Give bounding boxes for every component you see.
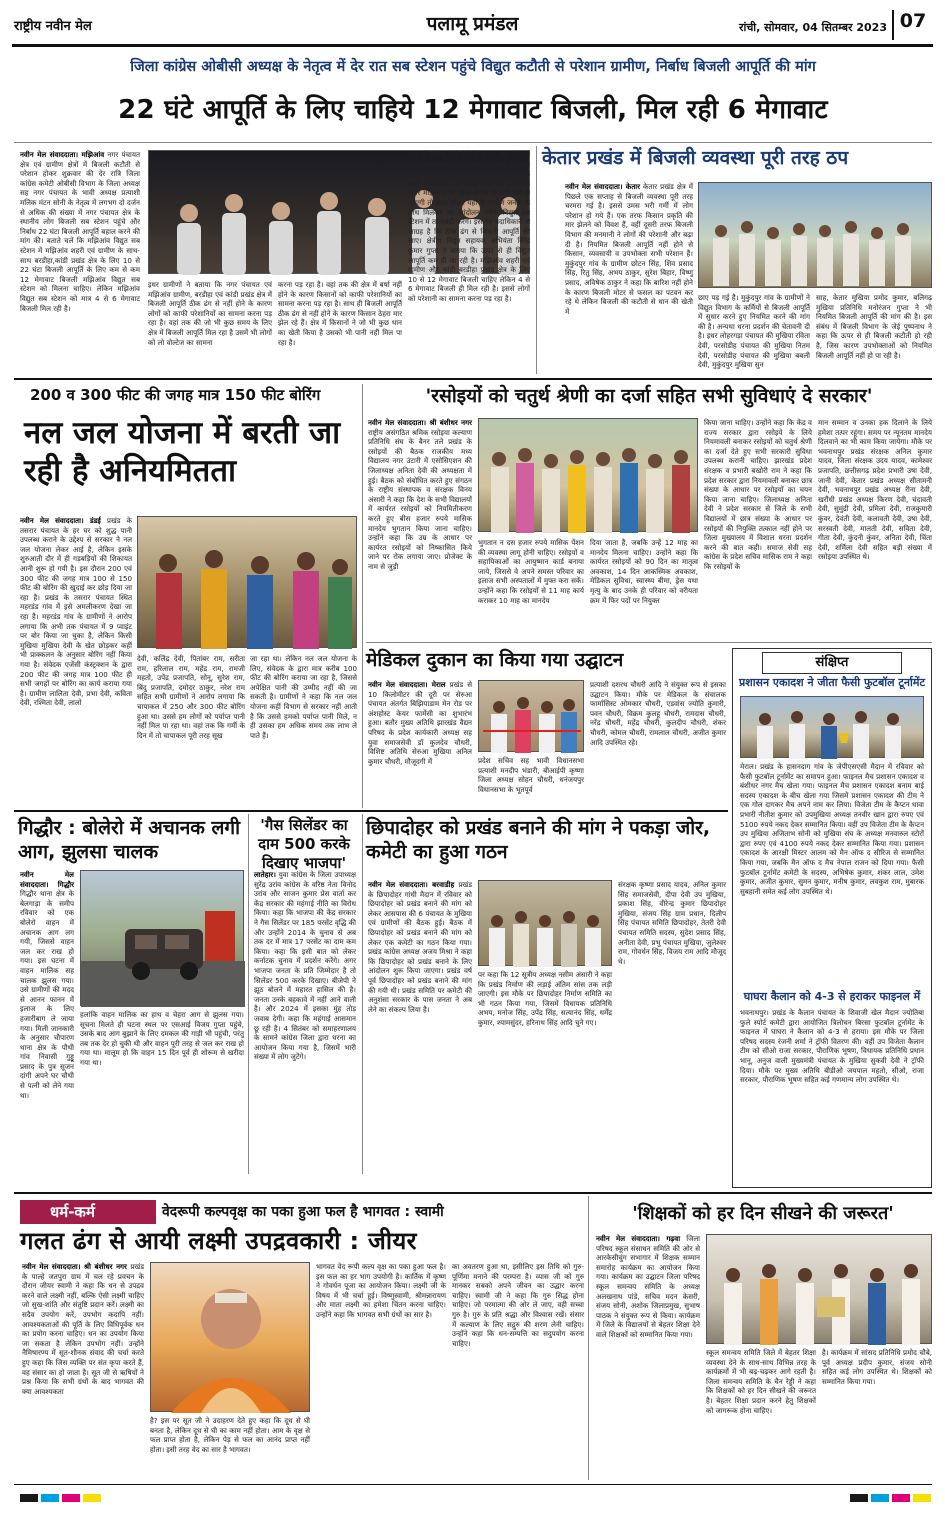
lead-text-1: नगर पंचायत क्षेत्र एवं ग्रामीण क्षेत्रों में बिजली कटौती से परेशान होकर शुक्रवार की देर रात्रि जिला कांग्रेस कमेटी ओबीसी विभाग के जिला अध्यक्ष सह नगर पंचायत के भावी अध्यक्ष प्रत्याशी मलिक मंटन सोनी के नेतृत्व में लगभग दो दर्जन से अधिक की संख्या में नगर पंचायत क्षेत्र के स्थानीय लोग बिजली सब स्टेशन पहुंचे और निर्बाध 22 घंटा बिजली आपूर्ति बहाल करने की मांग की। बताते चलें कि मझिआंव विद्युत सब स्टेशन में मझिआंव शहरी एवं ग्रामीण के साथ-साथ बरडीहा,कांडी प्रखंड क्षेत्र के लिए 10 से 22 घंटा बिजली आपूर्ति के लिए कम से कम 12 मेगावाट बिजली मझिआंव विद्युत सब स्टेशन को मिलना चाहिए। लेकिन मझिआंव विद्युत सब स्टेशन को मात्र 4 से 6 मेगावाट बिजली मिल रही है।: [20, 150, 140, 313]
column-divider: [248, 814, 249, 1174]
naljal-subhead: 200 व 300 फीट की जगह मात्र 150 फीट बोरिंग: [30, 386, 321, 404]
section-rule: [14, 1192, 932, 1194]
section-rule: [14, 378, 932, 380]
dharma-kicker: वेदरूपी कल्पवृक्ष का पका हुआ फल है भागवत : स्वामी: [162, 1204, 444, 1220]
naljal-byline: नवीन मेल संवाददाता। डंडई: [20, 516, 101, 525]
swatch-black: [850, 1494, 868, 1502]
ketar-col-1: [565, 182, 693, 370]
naljal-headline: नल जल योजना में बरती जा रही है अनियमितता: [24, 415, 341, 489]
section-rule: [14, 810, 728, 812]
lead-kicker: जिला कांग्रेस ओबीसी अध्यक्ष के नेतृत्व में देर रात सब स्टेशन पहुंचे विद्युत कटौती से परेशान ग्रामीण, निर्बाध बिजली आपूर्ति की मांग: [130, 59, 816, 75]
sankshipt-story1-headline: प्रशासन एकादश ने जीता फैसी फुटबॉल टूर्नामेंट: [738, 676, 926, 689]
award-ceremony-illustration: [707, 1235, 933, 1345]
burnt-vehicle-illustration: [81, 871, 245, 1007]
medical-headline: मेडिकल दुकान का किया गया उद्घाटन: [366, 649, 624, 671]
chhipadohar-text-1: प्रखंड के छिपादोहर गांधी मैदान में रविवार को छिपादोहर को प्रखंड बनाने की मांग को लेकर आसपास की 6 पंचायत के मुखिया एवं ग्रामीणों की बैठक हुई। बैठक में छिपादोहर को प्रखंड बनाने की मांग को लेकर एक कमेटी का गठन किया गया। प्रखंड कांग्रेस अध्यक्ष अजय मिश्रा ने कहा कि छिपादोहर को प्रखंड बनाने के लिए आंदोलन शुरू किया जाएगा। प्रखंड वर्ष पूर्व छिपादोहर को प्रखंड बनाने की मांग की गयी थी। प्रखंड समिति पर कमेटी की अनुशंसा सरकार के पास जनता ने अब लेने का संकल्प लिया है।: [368, 880, 472, 1014]
sankshipt-photo: [740, 696, 924, 758]
swatch-yellow: [83, 1494, 101, 1502]
rasoiya-headline: 'रसोइयों को चतुर्थ श्रेणी का दर्जा सहित सभी सुविधाएं दे सरकार': [425, 385, 873, 407]
medical-photo: [478, 680, 584, 752]
shikshak-col-3: है। कार्यक्रम में सांसद प्रतिनिधि प्रमोद चौबे, पूर्व अध्यक्ष प्रदीप कुमार, संजय सोनी सहित कई लोग उपस्थित थे। शिक्षकों को सम्मानित किया गया।: [822, 1348, 932, 1386]
chhipadohar-headline: छिपादोहर को प्रखंड बनाने की मांग ने पकड़ा जोर, कमेटी का हुआ गठन: [366, 817, 711, 863]
naljal-col-3: जा रहा था। लेकिन नल जल योजना के लिए, संवेदक के द्वारा मात्र करीब 100 फीट की बोरिंग कराया जा रहा है, जिससे अपेक्षित पानी की उम्मीद नहीं की जा सकती है। ग्रामीणों ने कहा कि नल जल योजना कहीं विभाग से सरकार नहीं आती है कि उससे हमको पर्याप्त पानी मिले, न ही उसका हम अधिक समय तक लाभ ले पाते हैं।: [250, 654, 357, 740]
lead-headline: 22 घंटे आपूर्ति के लिए चाहिये 12 मेगावाट बिजली, मिल रही 6 मेगावाट: [118, 95, 828, 125]
shikshak-byline: नवीन मेल संवाददाता। गढ़वा: [596, 1234, 681, 1243]
medical-col-1: [368, 680, 472, 806]
dharma-col-3: भागवत वेद रूपी कल्प वृक्ष का पका हुआ फल है। इस फल का हर भाग उपयोगी है। कार्तिक में कृष्ण ने गोवर्धन पूजा का आयोजन किया। लक्ष्मी जी के विषय में भी चर्चा हुई। विष्णुस्वामी, श्रीमन्नारायण और माता लक्ष्मी का हमेशा चिंतन करना चाहिए। उन्होंने कहा कि भागवत सभी ग्रंथों का सार है।: [316, 1262, 446, 1319]
ketar-text-1: केतार प्रखंड क्षेत्र में पिछले एक सप्ताह से बिजली व्यवस्था पूरी तरह चरमरा गई है। इससे उमस भरी गर्मी में लोग परेशान हो गये हैं। एक तरफ किसान प्रकृति की मार झेलने को विवश हैं, वहीं दूसरी तरफ बिजली विभाग की मनमानी ने लोगों की परेशानी और बढ़ा दी है। नियमित बिजली आपूर्ति नहीं होने से किसान, व्यवसायी व उपभोक्ता सभी परेशान हैं। मुकुंदपुर गांव के ग्रामीण छोटन सिंह, शिव प्रसाद सिंह, रितु सिंह, अभय ठाकुर, सुरेश बिहार, विष्णु प्रसाद, अविषेक ठाकुर ने कहा कि बारिश नहीं होने के कारण बिजली मोटर से फसल का पटवन कर रहे थे लेकिन बिजली की कटौती से धान की खेती में: [565, 182, 693, 316]
naljal-col-2: देवी, कलिंद्र देवी, पितांबर राम, सरीता राम, हरिलाल राम, महेंद्र राम, रामजी महतो, उपेंद्र प्रजापति, सोनू, सुरेश राम, बिंदु प्रजापति, दमोदर ठाकुर, नरेश राम सहित सभी ग्रामीणों ने आरोप लगाया कि चापाकल में 250 और 300 फीट बोरिंग हुआ था। उससे हम लोगों को पर्याप्त पानी नहीं मिल पा रहा था। वहां तक कि गर्मी के दिन में तो चापाकल पूरी तरह सूख: [137, 654, 245, 740]
rasoiya-col-3: दिया जाता है, जबकि उन्हें 12 माह का मानदेय मिलना चाहिए। उन्होंने कहा कि कार्यरत रसोइयों को 90 दिन का मातृत्व अवकाश, 14 दिन आकस्मिक अवकाश, मेडिकल सुविधा, स्वास्थ्य बीमा, ड्रेस यथा मृत्यु के बाद उनके ही परिवार को वरीयता क्रम में फिर पदों पर नियुक्त: [590, 538, 698, 605]
shikshak-col-1: [596, 1234, 700, 1476]
divider: [366, 642, 932, 643]
gas-text-2: बीजेपी ने झूठ बोलने में महारत हासिल की है। जनता उनके बहकावे में नहीं आने वाली है। और 2024 में इसका मुंह तोड़ जवाब देगी। कहा कि महंगाई आसमान छू रही है। 4 सितंबर को समाहरणालय के सामने कांग्रेस जिला द्वारा धरना का आयोजन किया गया है, जिसमें भारी संख्या में लोग जुटेंगे।: [254, 975, 356, 1062]
dharma-text-1: प्रखंड के पाल्हे जतपुरा ग्राम में चल रहे प्रवचन के दौरान जीयर स्वामी ने कहा कि धन से उपद्रव करने वाले लक्ष्मी नहीं, बल्कि ऐसी लक्ष्मी चाहिए जो सुख-शांति और संतुष्टि प्रदान करें। लक्ष्मी का सदैव उपयोग करें, उपभोग कदापि नहीं। आवश्यकताओं की पूर्ति के लिए विधिपूर्वक धन का प्रयोग करना चाहिए। धन का उपयोग किया जा सकता है लेकिन उपभोग नहीं। उन्होंने नैमिषारण्य में सूत-शौनक संवाद की चर्चा करते हुए कहा कि जिस व्यक्ति पर संत कृपा करते हैं, वह संसार का हो जाता है। सूत जी से ऋषियों ने प्रश्न किया कि सभी ग्रंथों के बाद भागवत की क्या आवश्यकता: [22, 1262, 144, 1396]
swami-portrait-illustration: [151, 1263, 311, 1413]
naljal-col-1: [20, 516, 132, 806]
dharma-label: धर्म-कर्म: [20, 1200, 156, 1224]
chhipadohar-photo: [478, 880, 612, 966]
shikshak-text-1: जिला परिषद स्कूल संसाधन समिति की ओर से आरकेसीचुंग सभागार में शिक्षक सम्मान समारोह कार्यक्रम का आयोजन किया गया। कार्यक्रम का उद्घाटन जिला परिषद स्कूल समन्वय समिति के अध्यक्ष अलखनाथ पांडे, सचिव मदन केसरी, संजय सोनी, अशोक जिलाप्रमुख, सुभाष पाठक ने संयुक्त रूप से किया। कार्यक्रम में जिले के विद्यालयों से बेहतर शिक्षा देने वाले शिक्षकों को सम्मानित किया गया।: [596, 1234, 700, 1339]
dharma-photo: [150, 1262, 310, 1412]
gas-col-1: [254, 870, 356, 1170]
rasoiya-photo: [478, 418, 698, 532]
villagers-illustration: [699, 183, 933, 289]
meeting-group-illustration: [479, 419, 699, 533]
section-title: पलामू प्रमंडल: [426, 13, 519, 35]
gas-headline: 'गैस सिलेंडर का दाम 500 करके दिखाए भाजपा': [258, 816, 350, 872]
lead-col-2: इधर ग्रामीणों ने बताया कि नगर पंचायत एवं मझिआंव ग्रामीण, बरडीहा एवं कांडी प्रखंड क्षेत्र में बिजली आपूर्ति ठीक ढंग से नहीं होने के कारण लोगों को काफी परेशानियों का सामना करना पड़ रहा है। वहां तक की जो भी कुछ समय के लिए क्षेत्र में बिजली आपूर्ति मिल रहा है उसमें भी लोगों को लो वोल्टेज का सामना: [148, 280, 272, 347]
column-divider: [362, 384, 363, 808]
dharma-col-2: है? इस पर सूत जी ने उदाहरण देते हुए कहा कि दूध से घी बनता है, लेकिन दूध से घी का काम नहीं होता। आम के वृक्ष से फल प्राप्त होता है, लेकिन पेड़ से फल का आनंद प्राप्त नहीं होता। इसी तरह वेद का सार है भागवत।: [150, 1416, 310, 1454]
naljal-photo: [137, 516, 357, 648]
color-registration-right: [850, 1494, 931, 1502]
gidhaur-col-2: हलांकि वाहन मालिक का हाथ व चेहरा आग से झुलस गया। सूचना मिलते ही घटना स्थल पर एसआई विजय गुप्ता पहुंचे, उसके बाद आग बुझाने के लिए दमकल की गाड़ी भी पहुंची, परंतु तब तक देर हो चुकी थी और वाहन पूरी तरह से जल कर राख हो गया था। मालूम हो कि वाहन 15 दिन पूर्व ही शोरूम से खरीदा गया था।: [80, 1010, 244, 1067]
sankshipt-story1-body: मेराल। प्रखंड के हासनदाग गांव के जेपीएसएसी मैदान में रविवार को फैसी फुटबॉल टूर्नामेंट का समापन हुआ। फाइनल मैच प्रशासन एकादश व बंशीधर नगर मैच खेला गया। फाइनल मैच प्रशासन एकादश बनाम बाई सदस्य एकादश के बीच खेला गया जिसमें प्रशासन एकादश की टीम ने एक गोल दागकर मैच अपने नाम कर लिया। विजेता टीम के कैप्टन धावा प्रभारी नीतीश कुमार को उपमुखिया अध्यक्ष तनवीर खान द्वारा रुपए एवं 5100 रुपये नकद देकर सम्मानित किया। वहीं उप विजेता टीम के कैप्टन उप मुखिया अजिताभ सोनी को मुखिया संघ के अध्यक्ष मनवारुल स्टोरों द्वारा रुपए एवं 4100 रुपये नकद देकर सम्मानित किया गया। प्रशासन एकादश के आरक्षी मिस्टर आलम को मैन ऑफ द सीरिज से सम्मानित किया गया, जबकि मैन ऑफ द मैच नेपाल राजन को दिया गया। फैसी फुटबॉल टूर्नामेंट कमेटी के सदस्य, अभिषेक कुमार, शंकर लाल, उमेश कुमार, अजीत कुमार, सुमन कुमार, मनीष कुमार, लवकुश राम, मुबारक सुबहानी समेत कई लोग उपस्थित थे।: [740, 762, 924, 896]
column-divider: [588, 1196, 589, 1480]
medical-col-2: प्रदेश सचिव सह भावी विधानसभा प्रत्याशी मनदीप भंडारी, बीआईपी कृष्णा जिला अध्यक्ष सोहन चौधरी, धनंजयपुर विधानसभा के भूतपूर्व: [478, 756, 584, 794]
chhipadohar-col-1: [368, 880, 472, 1170]
chhipadohar-byline: नवीन मेल संवाददाता। बरवाडीह: [368, 880, 455, 889]
women-group-illustration: [138, 517, 358, 649]
swatch-yellow: [913, 1494, 931, 1502]
ketar-photo: [698, 182, 932, 288]
inauguration-illustration: [479, 681, 585, 753]
ketar-byline: नवीन मेल संवाददाता। केतार: [565, 182, 640, 191]
lead-col-4: साथ ही भीषण गर्मी होने के कारण नगर पंचायत क्षेत्र एवं ग्रामीण क्षेत्र के लोगों को गर्मी से जीना मुहाल हो गया है। सोनी ने बिजली विभाग के सभी पदाधिकारी से आग्रह करते हुए कहा कि अगर मझिआंव को ठीक ढंग से बिजली नहीं दी जाएगी तो बाध्य होकर यहां के ग्रामीण जनता के साथ मिलकर उग्र आंदोलन करेंगे। विद्युत सब स्टेशन में तालाबंदी करेंगे। इसलिए पदाधिकारी से आग्रह है कि ठीक ढंग से बिजली आपूर्ति की जाए। क्षेत्रीय विद्युत सहायक अभियंता बिरेंद्र कुमार गुप्ता ने बताया कि ऊपर से ही विद्युत आपूर्ति कम दी जा रही है। मझिआंव शहरी एवं ग्रामीण और कांडी बरडीहा प्रखंड क्षेत्र के लिए 10 से 12 मेगावाट बिजली चाहिए लेकिन 4 से 6 मेगावाट बिजली ही मिल रही है। इससे लोगों को परेशानी का सामना करना पड़ रहा है।: [408, 150, 530, 303]
rasoiya-col-2: भुगतान न दस हजार रुपये मासिक पेंशन की व्यवस्था लागू होनी चाहिए। रसोइयों व सहायिकाओं का आयुष्मान कार्ड बनाया जाये, जिससे वे अपने समस्त परिवार का इलाज सभी अस्पतालों में मुफ्त करा सकें। उन्होंने कहा कि रसोइयों से 11 माह कार्य कराकर 10 माह का मानदेय: [478, 538, 584, 605]
medical-byline: नवीन मेल संवाददाता। मेराल: [368, 680, 446, 689]
rasoiya-col-5: मान सम्मान व उनका हक दिलाने के लिये हमेशा तत्पर रहूंगा। समय पर न्यूनतम मानदेय दिलवाने का भी काम किया जायेगा। मौके पर भवनाथपुर प्रखंड संरक्षक अनिल कुमार यादव, जिला संरक्षक उदय यादव, कामेश्वर प्रजापति, छत्तीसगढ़ प्रदेश प्रभारी उषा देवी, जानी देवी, केतार प्रखंड अध्यक्ष सीतामनी देवी, भवनाथपुर प्रखंड अध्यक्ष रीना देवी, खरौंधी प्रखंड अध्यक्ष किरण देवी, चंदावती देवी, सुमुंद्री देवी, प्रमिला देवी, राजकुमारी कुंवर, देवंती देवी, कलावती देवी, उषा देवी, सरस्वती देवी, मालती देवी, सविता देवी, गीता देवी, कुंदनी कुंवर, अनिता देवी, चिंता देवी, शर्मिला देवी सहित बड़ी संख्या में रसोइया उपस्थित थे।: [818, 418, 932, 562]
column-divider: [536, 146, 537, 374]
gidhaur-byline: नवीन मेल संवाददाता। गिद्धौर: [20, 870, 74, 889]
swatch-cyan: [871, 1494, 889, 1502]
rasoiya-col-1: [368, 418, 472, 636]
divider: [14, 142, 932, 143]
shikshak-col-2: स्कूल समन्वय समिति जिले में बेहतर शिक्षा व्यवस्था देने के साथ-साथ विभिन्न तरह के कार्यक्रमों में भी बढ़-चढ़कर आगे रहती है। जिला समन्वय समिति के चैन रेड्डी ने कहा कि शिक्षकों को हर दिन सीखने की जरूरत है। बेहतर शिक्षा प्रदान करने हेतु शिक्षकों को जागरूक होना चाहिए।: [706, 1348, 816, 1415]
rasoiya-text-1: राष्ट्रीय असंगठित श्रमिक रसोइया कल्याण प्रतिनिधि संघ के बैनर तले प्रखंड के रसोइयों की बैठक राजकीय मध्य विद्यालय नगर उंटारी में एसोसिएशन की जिलाध्यक्ष अनिता देवी की अध्यक्षता में हुई। बैठक को संबोधित करते हुए संगठन के राष्ट्रीय संस्थापक व संरक्षक विनय अंसारी ने कहा कि देश के सभी विद्यालयों में कार्यरत रसोइयों को नियमितीकरण करते हुए बीस हजार रुपये मासिक मानदेय भुगतान किया जाना चाहिए। उन्होंने कहा कि उम्र के आधार पर कार्यरत रसोइयों को निष्कासित किये जाने पर रोक लगाया जाए। प्रोजेक्ट के नाम से जुड़ी: [368, 427, 472, 571]
naljal-text-1: प्रखंड के तसरार पंचायत के हर घर को शुद्ध पानी उपलब्ध कराने के उद्देश्य से सरकार ने नल जल योजना लेकर आई है, लेकिन इसके शुरुआती दौर में ही गड़बड़ियों की शिकायत आनी शुरू हो गयी है। इस दौरान 200 एवं 300 फीट की जगह मात्र 100 से 150 फीट की बोरिंग की खुदाई कर छोड़ दिया जा रहा है। प्रखंड के तसरार पंचायत स्थित महरडंड गांव में इसे अमलीकरण देखा जा रहा है। महरडंड गांव के ग्रामीणों ने आरोप लगाया कि अभी तक पंचायत में 9 प्वाइंट पर बोर किया जा चुका है, लेकिन किसी मुखिया मुखिया देवी के खेत छोड़कर कहीं भी प्राक्कलन के अनुसार बोरिंग नहीं किया गया है। संवेदक एजेंसी कंस्ट्रक्शन के द्वारा 200 फीट की जगह मात्र 100 फीट ही सभी जगहों पर बोरिंग का कार्य कराया गया है। ग्रामीण लालिता देवी, प्रभा देवी, कविता देवी, रश्मिता देवी, लालो: [20, 516, 132, 708]
dharma-col-4: का अवतरण हुआ था, इसीलिए इस तिथि को गुरु-पूर्णिमा मनाने की परम्परा है। व्यास जी को गुरु मानकर सबको अपने जीवन का उद्धार करना चाहिए। स्वामी जी ने कहा कि गुरु सिद्ध होना चाहिए। जो परमात्मा की ओर ले जाए, वही सच्चा गुरु है। गुरु के प्रति श्रद्धा और विश्वास रखें। संसार में कल्याण के लिए सद्गुरु की शरण लेनी चाहिए। उन्होंने कहा कि धन-सम्पत्ति का सदुपयोग करना चाहिए।: [452, 1262, 584, 1348]
color-registration-left: [20, 1494, 101, 1502]
gas-byline: लातेहार।: [254, 870, 276, 879]
sankshipt-story2-body: भवनाथपुर। प्रखंड के कैलान पंचायत के शिवाजी खेल मैदान ज्योतिबा फुले स्पोर्ट कमेटी द्वारा आयोजित त्रिलोचन बिरसा फुटबॉल टूर्नामेंट के फाइनल में घाघरा ने कैलान को 4-3 से हराया। इस मौके पर जिला परिषद सदस्य रंजनी शर्मा ने ट्रॉफी वितरण की। वहीं उप विजेता कैलान टीम को सीओ राजा सरकार, पौराणिक भूषण, विधायक प्रतिनिधि प्रधान भानू, अनुज वाली मुख्यमंत्री पंचायत के मुखिया सुकवी देवी ने ट्रॉफी दिया। मौके पर मुख्य अतिथि बीडीओ जयपाल महतो, सीओ, राजा सरकार, पौराणिक भूषण सहित कई गणमान्य लोग उपस्थित थे।: [740, 1008, 924, 1085]
column-divider: [362, 814, 363, 1174]
swatch-black: [20, 1494, 38, 1502]
paper-logo: राष्ट्रीय नवीन मेल: [14, 19, 92, 34]
lead-col-1: [20, 150, 140, 370]
dateline: रांची, सोमवार, 04 सितम्बर 2023: [738, 21, 887, 34]
seated-meeting-illustration: [479, 881, 613, 967]
trophy-ceremony-illustration: [741, 697, 925, 759]
medical-col-3: प्रत्याशी दशरथ चौधरी आदि ने संयुक्त रूप से इसका उद्घाटन किया। मौके पर मेडिकल के संचालक फार्मासिस्ट ओमकार चौधरी, एडवांस ज्योति कुमारी, पवन चौधरी, विक्रम कुलहू चौधरी, रामदास चौधरी, नरेंद्र चौधरी, महेंद्र चौधरी, कुलदीप चौधरी, शंकर चौधरी, कोमल चौधरी, रामलाल चौधरी, अजीत कुमार आदि उपस्थित रहे।: [590, 680, 726, 747]
ketar-col-2: छाए पड़ गई है। मुकुंदपुर गांव के ग्रामीणों ने विद्युत विभाग के कर्मियों से बिजली आपूर्ति में सुधार करने हुए नियमित करने की मांग की है। अन्यथा धरना प्रदर्शन की चेतावनी दी है। इधर लोहरगड़ा पंचायत की मुखिया रविता देवी, परसोडीह पंचायत की मुखिया नितम देवी, परसोडीह पंचायत की मुखिया बबली देवी, मुकुंदपुर मुखिया सुन: [698, 293, 810, 370]
swatch-magenta: [62, 1494, 80, 1502]
page-number: 07: [892, 10, 932, 40]
ketar-col-3: साह, केतार मुखिया प्रमोद कुमार, बलिगढ़ मुखिया प्रतिनिधि मनोरंजन गुप्ता ने भी नियमित बिजली आपूर्ति की मांग की है। इस संबंध में बिजली विभाग के जेई पुष्पनाथ ने कहा कि ऊपर से ही बिजली कटौती हो रही है, जिस कारण उपभोक्ताओं को नियमित बिजली आपूर्ति नहीं हो पा रही है।: [816, 293, 932, 360]
rasoiya-col-4: किया जाना चाहिए। उन्होंने कहा कि केंद्र व राज्य सरकार द्वारा रसोइये के लिये नियमावली बनाकर रसोइयों को चतुर्थ श्रेणी का दर्जा देते हुए सभी सरकारी सुविधा उपलब्ध करानी चाहिए। झारखंड प्रदेश संरक्षक व प्रभारी बखोरी राम ने कहा कि प्रदेश सरकार द्वारा नियमावली बनाकर छात्र संख्या के आधार पर रसोइयों का चयन किया जाना चाहिए। जिलाध्यक्ष अनिता देवी ने प्रदेश सरकार से जिले के सभी विद्यालयों में छात्र संख्या के आधार पर रसोइयों की नियुक्ति तत्काल नहीं होने पर जिला मुख्यालय में विशाल धरना प्रदर्शन करने की बात कही। समाज सेवी सह कांग्रेस के प्रदेश सचिव मासिक राम ने कहा कि रसोइयों के: [704, 418, 812, 571]
lead-col-3: करना पड़ रहा है। वहां तक की क्षेत्र में बर्षा नहीं होने के कारण किसानों को काफी परेशानियों का सामना करना पड़ रहा है। साथ ही बिजली आपूर्ति ठीक ढंग से नहीं होने के कारण किसान ठेहरा मार झेल रहे हैं। क्षेत्र में किसानों ने जो भी कुछ धान का खेती किया है उसको भी पानी नहीं मिल पा रहा है।: [278, 280, 402, 347]
lead-byline: नवीन मेल संवाददाता। मझिआंव: [20, 150, 105, 159]
shikshak-headline: 'शिक्षकों को हर दिन सीखने की जरूरत': [632, 1203, 894, 1224]
shikshak-photo: [706, 1234, 932, 1344]
sankshipt-label: संक्षिप्त: [762, 652, 902, 674]
masthead-rule: [12, 44, 933, 47]
chhipadohar-col-3: संरक्षक कृष्णा प्रसाद यादव, अनिल कुमार सिंह समाजसेवी, दीपा देवी उप मुखिया, प्रकाश सिंह, वीरेन्द्र कुमार छिपादोहर मुखिया, संजय सिंह ग्राम प्रधान, दिलीप सिंह पंचायत समिति छिपादोहर, तेतरी देवी पंचायत समिति सदस्य, सुदेश प्रसाद सिंह, अनीता देवी, प्रभु पंचायत मुखिया, जुलेश्वर राम, गोवर्धन सिंह, विजय राम आदि मौजूद थे।: [618, 880, 726, 966]
dharma-byline: नवीन मेल संवाददाता। श्री बंशीधर नगर: [22, 1262, 127, 1271]
sankshipt-story2-headline: घाघरा कैलान को 4-3 से हराकर फाइनल में: [743, 990, 921, 1003]
gidhaur-col-1: [20, 870, 74, 1100]
gas-text-1: युवा कांग्रेस के जिला उपाध्यक्ष सुरेंद्र उरांव कांग्रेस के वरिष्ठ नेता विनोद उरांव और साजन कुमार प्रेस वार्ता कर केंद्र सरकार की महंगाई नीति का विरोध किया। कहा कि भाजपा की केंद्र सरकार ने गैस सिलेंडर पर 185 परसेंट वृद्धि की और उन्होंने 2014 के चुनाव से अब तक दर में मात्र 17 परसेंट का दाम कम किया। कहा कि इसी बात को लेकर कर्नाटक चुनाव में प्रदर्शन करेंगे। अगर भाजपा जनता के प्रति जिम्मेदार है तो सिलेंडर 500 करके दिखाए।: [254, 870, 356, 985]
dharma-headline: गलत ढंग से आयी लक्ष्मी उपद्रवकारी : जीयर: [20, 1227, 417, 1255]
medical-text-1: प्रखंड से 10 किलोमीटर की दूरी पर सेरुआ पंचायत अंतर्गत बिझियाडाम मेन रोड पर अंशहोस्ट केयर फार्मेसी का शुभारंभ हुआ। बतौर मुख्य अतिथि झारखंड वैद्यन परिषद के प्रदेश कार्यकारी अध्यक्ष सह युवा समाजसेवी डॉ कुलदेव चौधरी, विशिष्ट अतिथि सेरुआ मुखिया अनिल कुमार चौधरी, मौजूदगी में: [368, 680, 472, 766]
rasoiya-byline: नवीन मेल संवाददाता। श्री बंशीधर नगर: [368, 418, 472, 427]
footer-rule: [14, 1484, 932, 1485]
gidhaur-headline: गिद्धौर : बोलेरो में अचानक लगी आग, झुलसा चालक: [18, 817, 241, 863]
gidhaur-text-1: गिद्धौर थाना क्षेत्र के बेलगाड़ा के समीप रविवार को एक बोलेरो वाहन में अचानक आग लग गयी, जिससे वाहन जल कर राख हो गया। इस घटना में वाहन मालिक सह चालक झुलस गया। उसे ग्रामीणों की मदद से आनन फानन में इलाज के लिए हजारीबाग ले जाया गया। मिली जानकारी के अनुसार चौपारण थाना क्षेत्र के पौथी गांव निवासी गुड्डू प्रसाद के पुत्र सूजन दांगी अपने घर चौथी से पत्नी को लेने गया था।: [20, 889, 74, 1100]
swatch-magenta: [892, 1494, 910, 1502]
chhipadohar-col-2: पर कहा कि 12 सूत्रीय अध्यक्ष नसीम अंसारी ने कहा कि प्रखंड निर्माण की लड़ाई अंतिम सांस तक लड़ी जाएगी। इस मौके पर छिपादोहर निर्माण समिति का भी गठन किया गया, जिसमें विधायक प्रतिनिधि अभय, मनोज सिंह, उपेंद्र सिंह, सत्यानंद सिंह, धर्मेंद्र कुमार, श्यामसुंदर, हरिनाथ सिंह आदि चुने गए।: [478, 970, 612, 1027]
dharma-col-1: [22, 1262, 144, 1476]
gidhaur-photo: [80, 870, 244, 1006]
ketar-headline: केतार प्रखंड में बिजली व्यवस्था पूरी तरह ठप: [542, 147, 849, 169]
swatch-cyan: [41, 1494, 59, 1502]
